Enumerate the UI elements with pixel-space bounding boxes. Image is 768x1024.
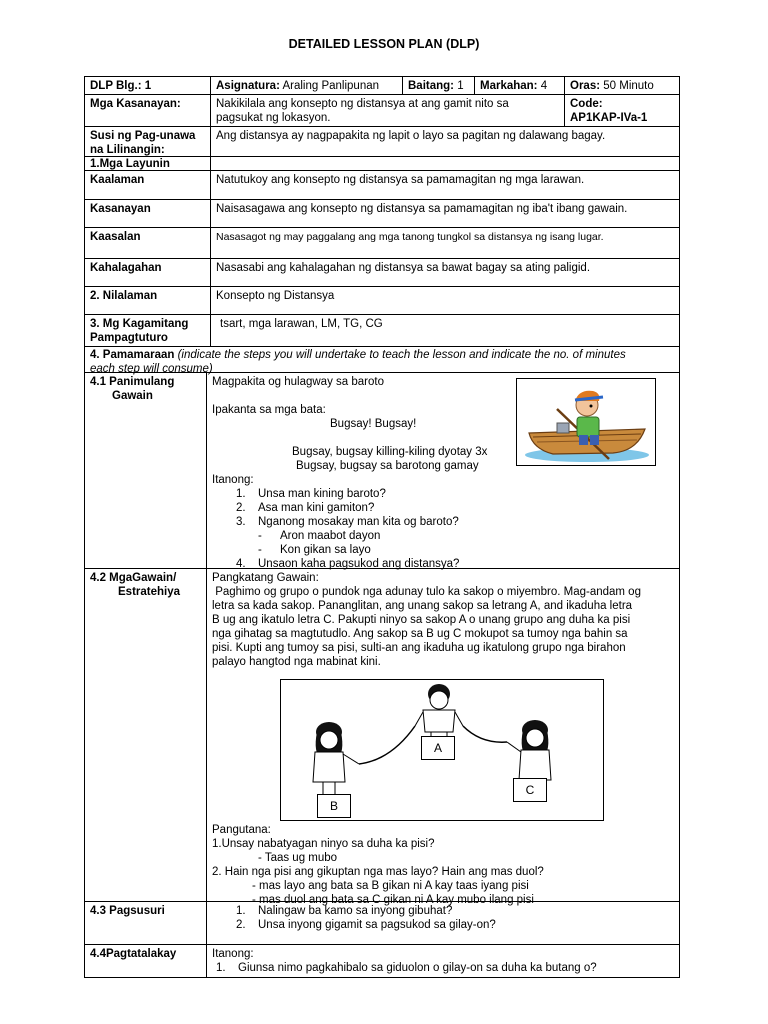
panimulang-label-line-1: 4.1 Panimulang — [90, 376, 175, 388]
kasanayan-value: Naisasagawa ang konsepto ng distansya sa pamamagitan ng iba't ibang gawain. — [216, 203, 628, 215]
pagtatalakay-itanong: Itanong: — [212, 948, 254, 960]
pagsusuri-q1: Nalingaw ba kamo sa inyong gibuhat? — [258, 905, 453, 917]
kaalaman-value: Natutukoy ang konsepto ng distansya sa pamamagitan ng mga larawan. — [216, 174, 585, 186]
time-cell — [564, 76, 680, 95]
boy-in-boat-illustration — [517, 379, 655, 465]
q3-number: 3. — [236, 516, 246, 528]
pagsusuri-content-cell — [206, 901, 680, 945]
q4-text: Unsaon kaha pagsukod ang distansya? — [258, 558, 460, 570]
kaalaman-label: Kaalaman — [90, 174, 145, 186]
quarter-cell — [474, 76, 565, 95]
kaasalan-label: Kaasalan — [90, 231, 141, 243]
pagsusuri-label-cell — [84, 901, 207, 945]
kasanayan-value-cell — [210, 199, 680, 228]
q1-number: 1. — [236, 488, 246, 500]
kahalagahan-label-cell — [84, 258, 211, 287]
subject-value: Araling Panlipunan — [282, 80, 380, 92]
grade-label: Baitang: — [408, 80, 454, 92]
code-value: AP1KAP-IVa-1 — [570, 112, 648, 124]
gawain-para-1: Paghimo og grupo o pundok nga adunay tulo ka sakop o miyembro. Mag-andam og — [212, 586, 641, 598]
pamamaraan-note-2: each step will consume) — [90, 363, 213, 375]
skills-line-1: Nakikilala ang konsepto ng distansya at ang gamit nito sa — [216, 98, 509, 110]
gawain-label-line-2: Estratehiya — [118, 586, 181, 598]
gawain-label-line-1: 4.2 MgaGawain/ — [90, 572, 177, 584]
kaalaman-label-cell — [84, 170, 211, 200]
kagamitan-value-cell — [210, 314, 680, 347]
panimulang-line-3: Bugsay! Bugsay! — [330, 418, 417, 430]
q3-text: Nganong mosakay man kita og baroto? — [258, 516, 459, 528]
boat-picture — [516, 378, 656, 466]
kaasalan-value-cell — [210, 227, 680, 259]
kahalagahan-value-cell — [210, 258, 680, 287]
pangutana-q2: 2. Hain nga pisi ang gikuptan nga mas layo? Hain ang mas duol? — [212, 866, 544, 878]
layunin-label: 1.Mga Layunin — [90, 158, 170, 170]
document-title: DETAILED LESSON PLAN (DLP) — [288, 37, 480, 51]
gawain-para-2: letra sa kada sakop. Pananglitan, ang unang sakop sa letrang A, and ikaduha letra — [212, 600, 633, 612]
gawain-para-3: B ug ang ikatulo letra C. Pakupti ninyo sa sakop A o unang grupo ang duha ka pisi — [212, 614, 631, 626]
pangutana-q1-answer: - Taas ug mubo — [258, 852, 338, 864]
rope-activity-picture — [280, 679, 604, 821]
quarter-label: Markahan: — [480, 80, 538, 92]
susi-label-cell — [84, 126, 211, 157]
susi-label-line-1: Susi ng Pag-unawa — [90, 130, 196, 142]
pamamaraan-note-1: (indicate the steps you will undertake to teach the lesson and indicate the no. of minutes — [177, 349, 626, 361]
pagtatalakay-q1: Giunsa nimo pagkahibalo sa giduolon o gilay-on sa duha ka butang o? — [238, 962, 597, 974]
layunin-value-cell — [210, 156, 680, 171]
kasanayan-label-cell — [84, 199, 211, 228]
kaasalan-value: Nasasagot ng may paggalang ang mga tanong tungkol sa distansya ng isang lugar. — [216, 231, 604, 243]
time-value: 50 Minuto — [603, 80, 654, 92]
quarter-value: 4 — [540, 80, 548, 92]
gawain-title: Pangkatang Gawain: — [212, 572, 319, 584]
q4-number: 4. — [236, 558, 246, 570]
panimulang-content-cell: Magpakita og hulagway sa baroto Ipakanta sa mga bata: Bugsay! Bugsay! Bugsay, bugsay killing-kiling dyotay 3x Bugsay, bugsay sa barotong gamay Itanong: 1. Unsa man kining baroto? 2. Asa man kini gamiton? 3. Nganong mosakay man kita og baroto? - Aron maabot dayon - Kon gikan sa layo 4. Unsaon kaha pagsukod ang distansya? — [206, 372, 680, 569]
panimulang-line-1: Magpakita og hulagway sa baroto — [212, 376, 384, 388]
q1-text: Unsa man kining baroto? — [258, 488, 386, 500]
panimulang-label-cell — [84, 372, 207, 569]
skills-label: Mga Kasanayan: — [90, 98, 181, 110]
kahalagahan-value: Nasasabi ang kahalagahan ng distansya sa bawat bagay sa ating paligid. — [216, 262, 591, 274]
panimulang-itanong: Itanong: — [212, 474, 254, 486]
pagsusuri-label: 4.3 Pagsusuri — [90, 905, 165, 917]
nilalaman-label: 2. Nilalaman — [90, 290, 158, 302]
code-label: Code: — [570, 98, 603, 110]
skills-value-cell — [210, 94, 565, 127]
kagamitan-value: tsart, mga larawan, LM, TG, CG — [220, 318, 383, 330]
grade-cell — [402, 76, 475, 95]
q2-text: Asa man kini gamiton? — [258, 502, 375, 514]
pangutana-q2-answer-b: - mas duol ang bata sa C gikan ni A kay mubo ilang pisi — [252, 894, 534, 906]
pamamaraan-label: 4. Pamamaraan — [90, 349, 175, 361]
panimulang-line-4: Bugsay, bugsay killing-kiling dyotay 3x — [292, 446, 488, 458]
pagsusuri-q1-number: 1. — [236, 905, 246, 917]
code-cell — [564, 94, 680, 127]
gawain-para-6: palayo hangtod nga mabinat kini. — [212, 656, 381, 668]
subject-label: Asignatura: — [216, 80, 280, 92]
panimulang-line-5: Bugsay, bugsay sa barotong gamay — [296, 460, 479, 472]
pagsusuri-q2: Unsa inyong gigamit sa pagsukod sa gilay-on? — [258, 919, 496, 931]
skills-line-2: pagsukat ng lokasyon. — [216, 112, 331, 124]
gawain-para-4: nga gihatag sa magtutudlo. Ang sakop sa B ug C mokupot sa tumoy nga bahin sa — [212, 628, 628, 640]
pangutana-title: Pangutana: — [212, 824, 271, 836]
panimulang-label-line-2: Gawain — [112, 390, 153, 402]
dlp-number-cell — [84, 76, 211, 95]
q2-number: 2. — [236, 502, 246, 514]
pamamaraan-cell — [84, 346, 680, 373]
pagtatalakay-q1-number: 1. — [216, 962, 226, 974]
susi-value-cell — [210, 126, 680, 157]
kaasalan-label-cell — [84, 227, 211, 259]
pagtatalakay-label-cell — [84, 944, 207, 978]
kaalaman-value-cell — [210, 170, 680, 200]
pangutana-q2-answer-a: - mas layo ang bata sa B gikan ni A kay taas iyang pisi — [252, 880, 529, 892]
time-label: Oras: — [570, 80, 601, 92]
nilalaman-value-cell — [210, 286, 680, 315]
gawain-content-cell — [206, 568, 680, 906]
dlp-number-label: DLP Blg.: — [90, 80, 142, 92]
label-box-a: A — [421, 736, 455, 760]
gawain-para-5: pisi. Kupti ang tumoy sa pisi, sulti-an ang ikaduha ug ikatulong grupo nga birahon — [212, 642, 626, 654]
pagtatalakay-label: 4.4Pagtatalakay — [90, 948, 177, 960]
kagamitan-label-cell — [84, 314, 211, 347]
susi-value: Ang distansya ay nagpapakita ng lapit o layo sa pagitan ng dalawang bagay. — [216, 130, 606, 142]
nilalaman-value: Konsepto ng Distansya — [216, 290, 335, 302]
pagsusuri-q2-number: 2. — [236, 919, 246, 931]
pangutana-q1: 1.Unsay nabatyagan ninyo sa duha ka pisi? — [212, 838, 435, 850]
gawain-label-cell — [84, 568, 207, 902]
pagtatalakay-content-cell — [206, 944, 680, 978]
label-box-c: C — [513, 778, 547, 802]
kasanayan-label: Kasanayan — [90, 203, 151, 215]
skills-label-cell — [84, 94, 211, 127]
nilalaman-label-cell — [84, 286, 211, 315]
dlp-number-value: 1 — [144, 80, 152, 92]
panimulang-line-2: Ipakanta sa mga bata: — [212, 404, 326, 416]
subject-cell — [210, 76, 403, 95]
kagamitan-label-line-1: 3. Mg Kagamitang — [90, 318, 189, 330]
kahalagahan-label: Kahalagahan — [90, 262, 162, 274]
q3-answer-a: Aron maabot dayon — [280, 530, 381, 542]
grade-value: 1 — [457, 80, 464, 92]
susi-label-line-2: na Lilinangin: — [90, 144, 165, 156]
layunin-label-cell — [84, 156, 211, 171]
q3-answer-b: Kon gikan sa layo — [280, 544, 371, 556]
kagamitan-label-line-2: Pampagtuturo — [90, 332, 168, 344]
label-box-b: B — [317, 794, 351, 818]
